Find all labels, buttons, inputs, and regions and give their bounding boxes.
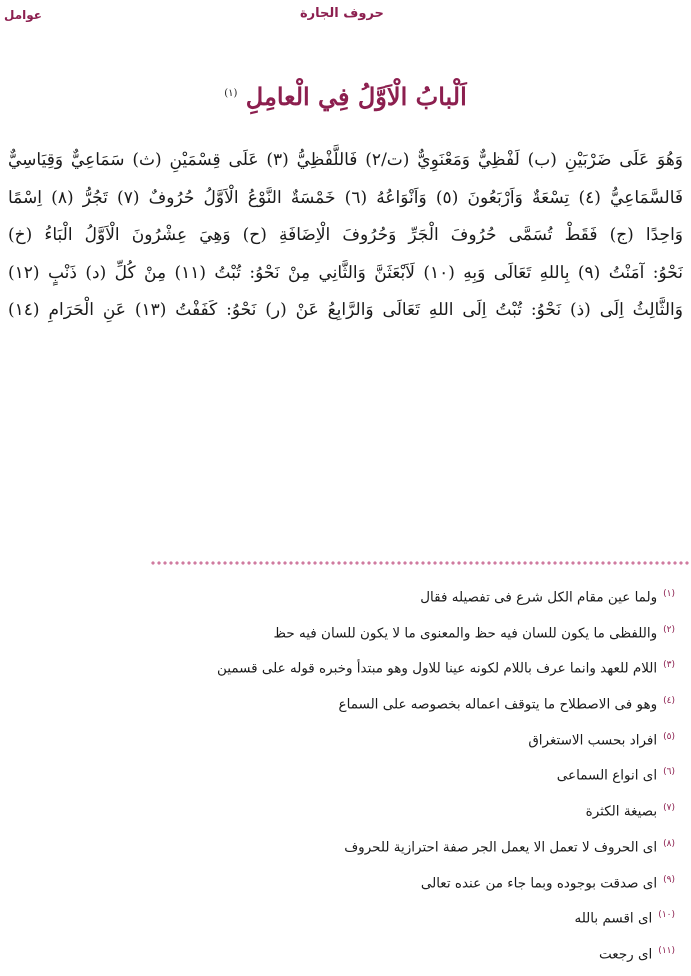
footnote-text: اى رجعت (599, 946, 653, 963)
footnote-item (15, 940, 675, 976)
chapter-title (0, 82, 691, 111)
footnote-item (15, 726, 675, 762)
footnote-number: (٢) (663, 624, 675, 635)
text-line-1: وَهُوَ عَلَى ضَرْبَيْنِ (ب) لَفْظِيٌّ وَمَعْنَوِيٌّ (ت/٢) فَاللَّفْظِيُّ (٣) عَلَى قِسْمَيْنِ (ث) سَمَاعِيٌّ وَقِيَاسِيٌّ (8, 150, 683, 170)
text-line-4: نَحْوُ: آمَنْتُ (٩) بِاللهِ تَعَالَى وَبِهِ (١٠) لَاَبْعَثَنَّ وَالثَّانِي مِنْ نَحْوُ: تُبْتُ (١١) مِنْ كُلِّ (د) ذَنْبٍ (١٢) (8, 262, 683, 283)
chapter-title-text: اَلْبابُ الْاَوَّلُ فِي الْعامِلِ (245, 82, 467, 111)
footnote-item (15, 654, 675, 690)
text-line-2: فَالسَّمَاعِيُّ (٤) تِسْعَةٌ وَاَرْبَعُونَ (٥) وَاَنْوَاعُهُ (٦) خَمْسَةٌ النَّوْعُ الْاَوَّلُ حُرُوفٌ (٧) تَجُرُّ (٨) اِسْمًا (8, 187, 683, 208)
footnote-item (15, 869, 675, 905)
footnote-number: (٣) (663, 660, 675, 671)
header-left-label: عوامل (4, 8, 42, 22)
footnote-text: افراد بحسب الاستغراق (528, 732, 658, 749)
main-text (8, 142, 683, 330)
footnote-item (15, 761, 675, 797)
footnote-number: (٧) (663, 803, 675, 814)
footnote-divider (150, 560, 691, 566)
footnote-item (15, 619, 675, 655)
footnote-number: (٩) (663, 874, 675, 885)
footnote-number: (١) (663, 589, 675, 599)
footnote-number: (٨) (663, 838, 675, 849)
footnote-number: (١٠) (658, 910, 675, 921)
footnote-number: (٦) (663, 767, 675, 778)
footnote-number: (٤) (663, 696, 675, 707)
footnote-text: ولما عين مقام الكل شرع فى تفصيله فقال (420, 589, 658, 606)
text-line-3: وَاحِدًا (ج) فَقَطْ تُسَمَّى حُرُوفَ الْجَرِّ وَحُرُوفَ الْاِضَافَةِ (ح) وَهِيَ عِشْرُونَ الْاَوَّلُ الْبَاءُ (خ) (8, 225, 683, 245)
text-line-5: وَالثَّالِثُ اِلَى (ذ) نَحْوُ: تُبْتُ اِلَى اللهِ تَعَالَى وَالرَّابِعُ عَنْ (ر) نَحْوُ: كَفَفْتُ (١٣) عَنِ الْحَرَامِ (١٤) (8, 300, 683, 320)
chapter-title-note: (١) (224, 88, 238, 99)
footnote-item (15, 904, 675, 940)
footnote-text: اى انواع السماعى (556, 767, 658, 784)
footnote-item (15, 583, 675, 619)
footnote-number: (٥) (663, 731, 675, 742)
footnote-text: واللفظى ما يكون للسان فيه حظ والمعنوى ما لا يكون للسان فيه حظ (273, 625, 658, 642)
footnote-text: اى اقسم بالله (574, 910, 653, 927)
footnote-text: اللام للعهد وانما عرف باللام لكونه عينا للاول وهو مبتدأ وخبره قوله على قسمين (216, 660, 658, 677)
footnote-item (15, 690, 675, 726)
header-center-label: حروف الجارة (300, 6, 384, 21)
footnote-item (15, 833, 675, 869)
footnote-item (15, 797, 675, 833)
footnotes (15, 583, 675, 976)
footnote-text: اى صدقت بوجوده وبما جاء من عنده تعالى (420, 875, 658, 891)
footnote-text: وهو فى الاصطلاح ما يتوقف اعماله بخصوصه على السماع (338, 696, 658, 713)
footnote-text: بصيغة الكثرة (585, 803, 658, 820)
footnote-text: اى الحروف لا تعمل الا يعمل الجر صفة احترازية للحروف (344, 839, 658, 856)
footnote-number: (١١) (658, 945, 675, 956)
